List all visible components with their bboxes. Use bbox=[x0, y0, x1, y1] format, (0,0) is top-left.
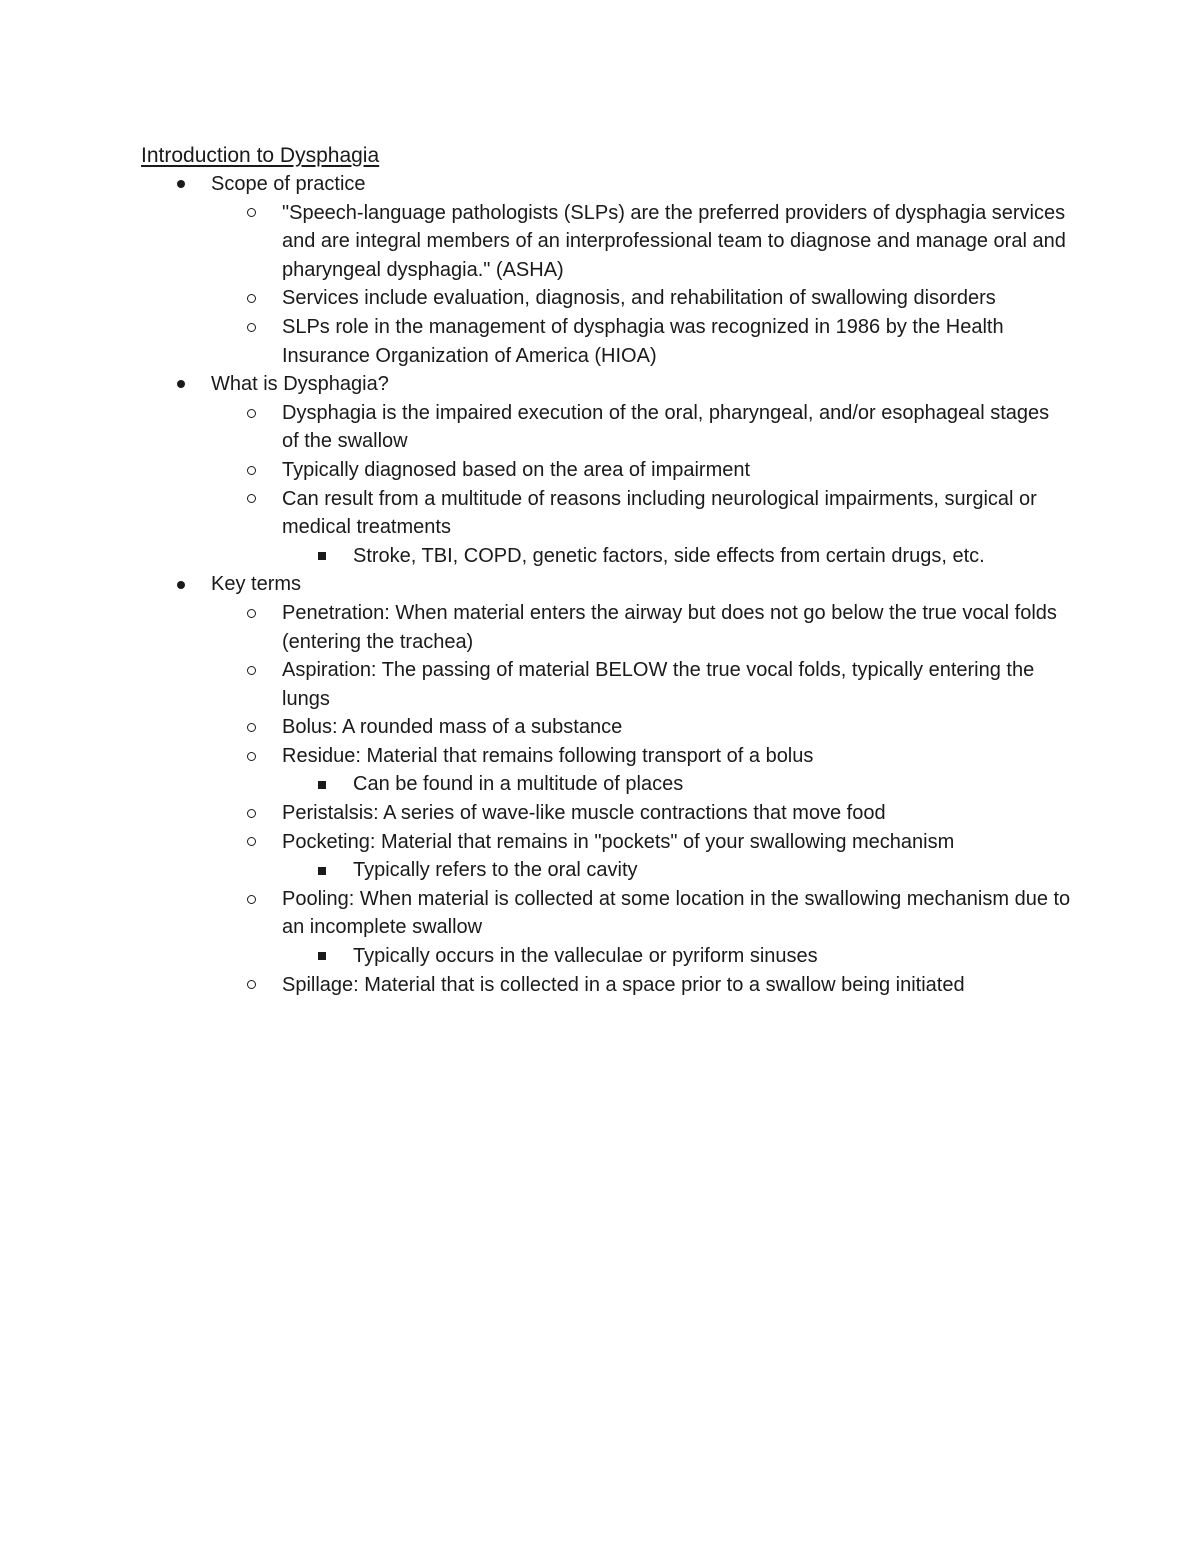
disc-bullet-icon bbox=[177, 170, 185, 199]
list-item bbox=[211, 742, 1071, 799]
list-item bbox=[211, 456, 1071, 485]
circle-bullet-icon bbox=[247, 885, 256, 914]
list-item bbox=[211, 399, 1071, 456]
circle-bullet-icon bbox=[247, 599, 256, 628]
list-item-text: "Speech-language pathologists (SLPs) are the preferred providers of dysphagia services and are integral members of an interprofessional team to diagnose and manage oral and pharyngeal dysphagia." (ASHA) bbox=[282, 201, 1066, 281]
sub-list bbox=[141, 199, 1071, 371]
sub-list bbox=[141, 599, 1071, 999]
circle-bullet-icon bbox=[247, 713, 256, 742]
list-item-text: Typically refers to the oral cavity bbox=[353, 859, 638, 882]
list-item bbox=[211, 713, 1071, 742]
list-item-text: Dysphagia is the impaired execution of the oral, pharyngeal, and/or esophageal stages of the swallow bbox=[282, 401, 1050, 453]
disc-bullet-icon bbox=[177, 370, 185, 399]
document-title: Introduction to Dysphagia bbox=[141, 144, 380, 167]
list-item bbox=[211, 656, 1071, 713]
circle-bullet-icon bbox=[247, 284, 256, 313]
circle-bullet-icon bbox=[247, 313, 256, 342]
section-heading: Scope of practice bbox=[211, 173, 366, 195]
list-item bbox=[211, 971, 1071, 1000]
list-item bbox=[211, 599, 1071, 656]
circle-bullet-icon bbox=[247, 656, 256, 685]
list-item-text: Residue: Material that remains following transport of a bolus bbox=[282, 744, 814, 767]
sub-list bbox=[141, 399, 1071, 571]
circle-bullet-icon bbox=[247, 399, 256, 428]
list-item-text: SLPs role in the management of dysphagia was recognized in 1986 by the Health Insurance Organization of America (HIOA) bbox=[282, 315, 1004, 367]
section-heading: Key terms bbox=[211, 573, 302, 596]
circle-bullet-icon bbox=[247, 971, 256, 1000]
sub-sub-list bbox=[282, 856, 1071, 885]
list-item-text: Can be found in a multitude of places bbox=[353, 773, 684, 796]
sub-sub-list bbox=[282, 542, 1071, 571]
list-item bbox=[211, 313, 1071, 370]
list-item-text: Services include evaluation, diagnosis, and rehabilitation of swallowing disorders bbox=[282, 287, 996, 310]
section-heading: What is Dysphagia? bbox=[211, 373, 389, 396]
section-scope-of-practice bbox=[141, 170, 1071, 370]
disc-bullet-icon bbox=[177, 570, 185, 599]
list-item-text: Bolus: A rounded mass of a substance bbox=[282, 716, 623, 739]
list-item bbox=[282, 770, 1071, 799]
list-item-text: Aspiration: The passing of material BELOW the true vocal folds, typically entering the lungs bbox=[282, 659, 1035, 710]
list-item bbox=[211, 485, 1071, 571]
list-item-text: Typically occurs in the valleculae or pyriform sinuses bbox=[353, 945, 818, 968]
circle-bullet-icon bbox=[247, 742, 256, 771]
square-bullet-icon bbox=[318, 856, 326, 885]
list-item-text: Stroke, TBI, COPD, genetic factors, side effects from certain drugs, etc. bbox=[353, 544, 985, 567]
section-key-terms bbox=[141, 570, 1071, 999]
square-bullet-icon bbox=[318, 542, 326, 571]
circle-bullet-icon bbox=[247, 828, 256, 857]
section-what-is-dysphagia bbox=[141, 370, 1071, 570]
list-item-text: Spillage: Material that is collected in a space prior to a swallow being initiated bbox=[282, 973, 965, 996]
list-item bbox=[211, 284, 1071, 313]
circle-bullet-icon bbox=[247, 456, 256, 485]
list-item bbox=[211, 885, 1071, 971]
list-item-text: Pocketing: Material that remains in "pockets" of your swallowing mechanism bbox=[282, 830, 955, 853]
list-item bbox=[211, 799, 1071, 828]
list-item-text: Can result from a multitude of reasons including neurological impairments, surgical or medical treatments bbox=[282, 487, 1037, 539]
document-body bbox=[141, 142, 1071, 999]
sub-sub-list bbox=[282, 942, 1071, 971]
list-item bbox=[282, 856, 1071, 885]
sub-sub-list bbox=[282, 770, 1071, 799]
list-item bbox=[211, 199, 1071, 285]
circle-bullet-icon bbox=[247, 799, 256, 828]
circle-bullet-icon bbox=[247, 485, 256, 514]
circle-bullet-icon bbox=[247, 199, 256, 228]
list-item bbox=[211, 828, 1071, 885]
list-item bbox=[282, 942, 1071, 971]
list-item-text: Peristalsis: A series of wave-like muscle contractions that move food bbox=[282, 802, 886, 825]
list-item-text: Pooling: When material is collected at some location in the swallowing mechanism due to an incomplete swallow bbox=[282, 887, 1071, 939]
square-bullet-icon bbox=[318, 942, 326, 971]
list-item bbox=[282, 542, 1071, 571]
square-bullet-icon bbox=[318, 770, 326, 799]
list-item-text: Typically diagnosed based on the area of impairment bbox=[282, 458, 751, 481]
list-item-text: Penetration: When material enters the airway but does not go below the true vocal folds (entering the trachea) bbox=[282, 601, 1057, 653]
outline-list bbox=[141, 170, 1071, 999]
